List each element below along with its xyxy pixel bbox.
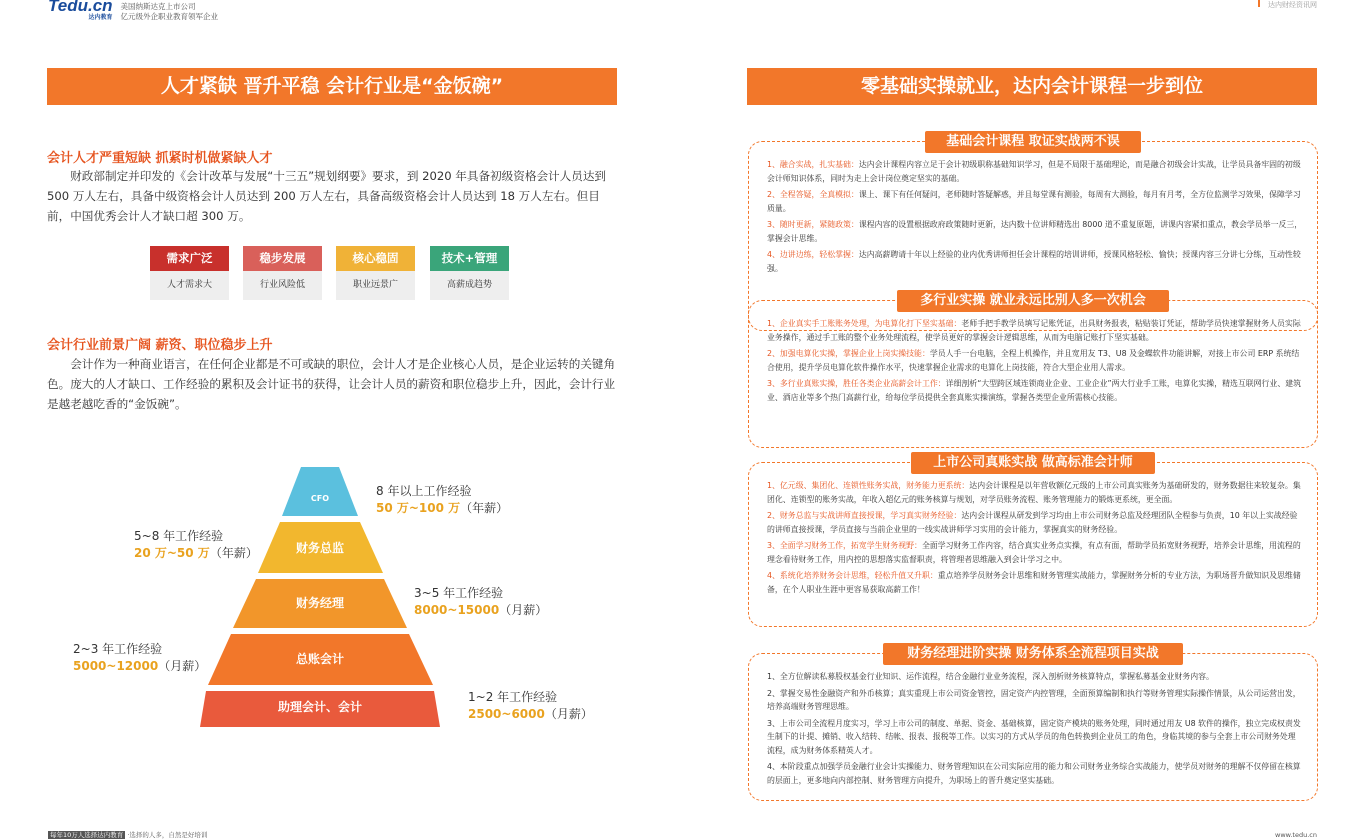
- section-heading-prospect: 会计行业前景广阔 薪资、职位稳步上升: [47, 338, 273, 353]
- course-item: 4、系统化培养财务会计思维，轻松升值又升职：重点培养学员财务会计思维和财务管理实战能力，掌握财务分析的专业方法，为职场晋升做知识及思维储备，在个人职业生涯中更容易获取高薪工作！: [767, 571, 1301, 594]
- course-item: 1、全方位解读私募股权基金行业知识、运作流程，结合金融行业业务流程，深入剖析财务核算特点，掌握私募基金业财务内容。: [767, 672, 1214, 681]
- salary-note-assistant: 1~2 年工作经验 2500~6000（月薪）: [468, 690, 593, 721]
- footer-url[interactable]: www.tedu.cn: [1275, 831, 1317, 839]
- feature-tag-title: 核心稳固: [336, 246, 415, 271]
- salary-note-cfo: 8 年以上工作经验 50 万~100 万（年薪）: [376, 484, 509, 515]
- feature-tag: [336, 246, 415, 300]
- header-right-text: 达内财经资讯网: [1258, 0, 1317, 10]
- feature-tag: [150, 246, 229, 300]
- pyramid-label-director: 财务总监: [295, 541, 344, 555]
- feature-tag-desc: 人才需求大: [150, 271, 229, 300]
- pyramid-label-general-ledger: 总账会计: [295, 652, 344, 666]
- salary-note-manager: 3~5 年工作经验 8000~15000（月薪）: [414, 586, 548, 617]
- footer-left: 每年10万人选择达内教育 ·选择的人多，自然是好培训: [50, 831, 208, 839]
- course-item: 3、多行业真账实操，胜任各类企业高薪会计工作：详细剖析“大型跨区域连锁商业企业、工业企业”两大行业手工账，电算化实操，精选互联网行业、建筑业、酒店业等多个热门高薪行业，给每位学员提供全套真账实操演练，掌握各类型企业所需核心技能。: [767, 379, 1301, 402]
- course-item: 4、本阶段重点加强学员金融行业会计实操能力、财务管理知识在公司实际应用的能力和公司财务业务综合实战能力，使学员对财务的理解不仅停留在核算的层面上，更多地向内部控制、财务管理方向提升，为职场上的晋升奠定坚实基础。: [767, 762, 1301, 785]
- course-item: 2、财务总监与实战讲师直接授课，学习真实财务经验：达内会计课程从研发到学习均由上市公司财务总监及经理团队全程参与负责，10 年以上实战经验的讲师直接授课，学员直接与当前企业里的一线实战讲师学习实用的会计能力，掌握真实的财务经验。: [767, 511, 1298, 534]
- course-box-title: 基础会计课程 取证实战两不误: [925, 131, 1141, 153]
- salary-note-general-ledger: 2~3 年工作经验 5000~12000（月薪）: [73, 642, 207, 673]
- course-box-title: 上市公司真账实战 做高标准会计师: [911, 452, 1155, 474]
- course-box: [748, 455, 1318, 627]
- salary-note-director: 5~8 年工作经验 20 万~50 万（年薪）: [134, 529, 258, 560]
- pyramid-label-manager: 财务经理: [295, 596, 344, 610]
- course-item: 3、随时更新，紧随政策：课程内容的设置根据政府政策随时更新，达内数十位讲师精选出 8000 道不重复原题，讲课内容紧扣重点，教会学员举一反三，掌握会计思维。: [767, 220, 1303, 243]
- right-banner: 零基础实操就业，达内会计课程一步到位: [747, 68, 1317, 105]
- header: [48, 0, 218, 24]
- course-item: 1、融合实战，扎实基础：达内会计课程内容立足于会计初级职称基础知识学习，但是不局限于基础理论，而是融合初级会计实战，让学员具备牢固的初级会计师知识体系，同时为走上会计岗位奠定坚实的基础。: [767, 160, 1301, 183]
- course-item: 3、上市公司全流程月度实习，学习上市公司的制度、单据、资金、基础核算，固定资产模块的账务处理，同时通过用友 U8 软件的操作，独立完成权责发生制下的计提、摊销、收入结转、结帐、报表、报税等工作。以实习的方式从学员的角色转换到企业员工的角色，身临其境的参与全套上市公司财务处理流程，成为财务体系精英人才。: [767, 718, 1301, 755]
- left-banner: 人才紧缺 晋升平稳 会计行业是“金饭碗”: [47, 68, 617, 105]
- course-box: [748, 293, 1318, 448]
- course-item: 4、边讲边练，轻松掌握：达内高薪聘请十年以上经验的业内优秀讲师担任会计课程的培训讲师，授课风格轻松、愉快；授课内容三分讲七分练，互动性较强。: [767, 250, 1301, 273]
- feature-tag-title: 需求广泛: [150, 246, 229, 271]
- feature-tag-title: 稳步发展: [243, 246, 322, 271]
- section-heading-shortage: 会计人才严重短缺 抓紧时机做紧缺人才: [47, 151, 273, 166]
- feature-tag-desc: 高薪成趋势: [430, 271, 509, 300]
- prospect-paragraph: 会计作为一种商业语言，在任何企业都是不可或缺的职位，会计人才是企业核心人员，是企业运转的关键角色。庞大的人才缺口、工作经验的累积及会计证书的获得，让会计人员的薪资和职位稳步上升，因此，会计行业是越老越吃香的“金饭碗”。: [47, 357, 616, 411]
- feature-tag-desc: 行业风险低: [243, 271, 322, 300]
- course-box-title: 财务经理进阶实操 财务体系全流程项目实战: [883, 643, 1183, 665]
- shortage-paragraph: 财政部制定并印发的《会计改革与发展“十三五”规划纲要》要求，到 2020 年具备初级资格会计人员达到 500 万人左右，具备中级资格会计人员达到 200 万人左右，具备高级资格会计人员达到 18 万人左右。但目前，中国优秀会计人才缺口超 300 万。: [47, 169, 607, 223]
- feature-tag-title: 技术+管理: [430, 246, 509, 271]
- pyramid-label-cfo: CFO: [310, 494, 330, 503]
- course-box: [748, 646, 1318, 801]
- course-item: 1、亿元级、集团化、连锁性账务实战，财务能力更系统：达内会计课程是以年营收额亿元级的上市公司真实账务为基础研发的，财务数据往来较复杂。集团化、连锁型的账务实战，年收入超亿元的账务核算与规划，对学员账务流程、账务管理能力的锻炼更系统，更全面。: [767, 481, 1301, 504]
- course-item: 2、全程答疑，全真模拟：课上、课下有任何疑问，老师随时答疑解惑，并且每堂课有测验，每周有大测验，每月有月考，全方位监测学习效果，保障学习质量。: [767, 190, 1301, 213]
- course-item: 2、掌握交易性金融资产和外币核算；真实重现上市公司资金管控，固定资产内控管理，全面预算编制和执行等财务管理实际操作情景，从公司运营出发，培养高端财务管理思维。: [767, 688, 1301, 711]
- course-item: 2、加强电算化实操，掌握企业上岗实操技能：学员人手一台电脑，全程上机操作，并且宽用友 T3、U8 及金蝶软件功能讲解，对接上市公司 ERP 系统结合使用，提升学员电算化软件操作水平，快速掌握企业需求的电算化上岗技能，符合大型企业用人需求。: [767, 349, 1300, 372]
- course-item: 1、企业真实手工账账务处理，为电算化打下坚实基础：老师手把手教学员填写记账凭证，出具财务报表，粘贴装订凭证，帮助学员快速掌握财务人员实际业务操作，通过手工账的整个业务处理流程，使学员更好的掌握会计逻辑思维，从而为电脑记账打下坚实基础。: [767, 319, 1301, 342]
- header-tagline: 美国纳斯达克上市公司 亿元级外企职业教育领军企业: [120, 2, 219, 21]
- pyramid-level-cfo: [282, 467, 358, 516]
- pyramid-label-assistant: 助理会计、会计: [277, 700, 362, 714]
- course-item: 3、全面学习财务工作，拓宽学生财务视野：全面学习财务工作内容，结合真实业务点实操，有点有面，帮助学员拓宽财务视野，培养会计思维，用流程的理念看待财务工作，用内控的思想落实监督职责，将管理者思维融入到会计学习之中。: [767, 541, 1301, 564]
- course-box-title: 多行业实操 就业永远比别人多一次机会: [897, 290, 1169, 312]
- feature-tag-desc: 职业远景广: [336, 271, 415, 300]
- tedu-logo[interactable]: Tedu.cn 达内教育: [48, 0, 113, 21]
- feature-tag: [430, 246, 509, 300]
- feature-tag: [243, 246, 322, 300]
